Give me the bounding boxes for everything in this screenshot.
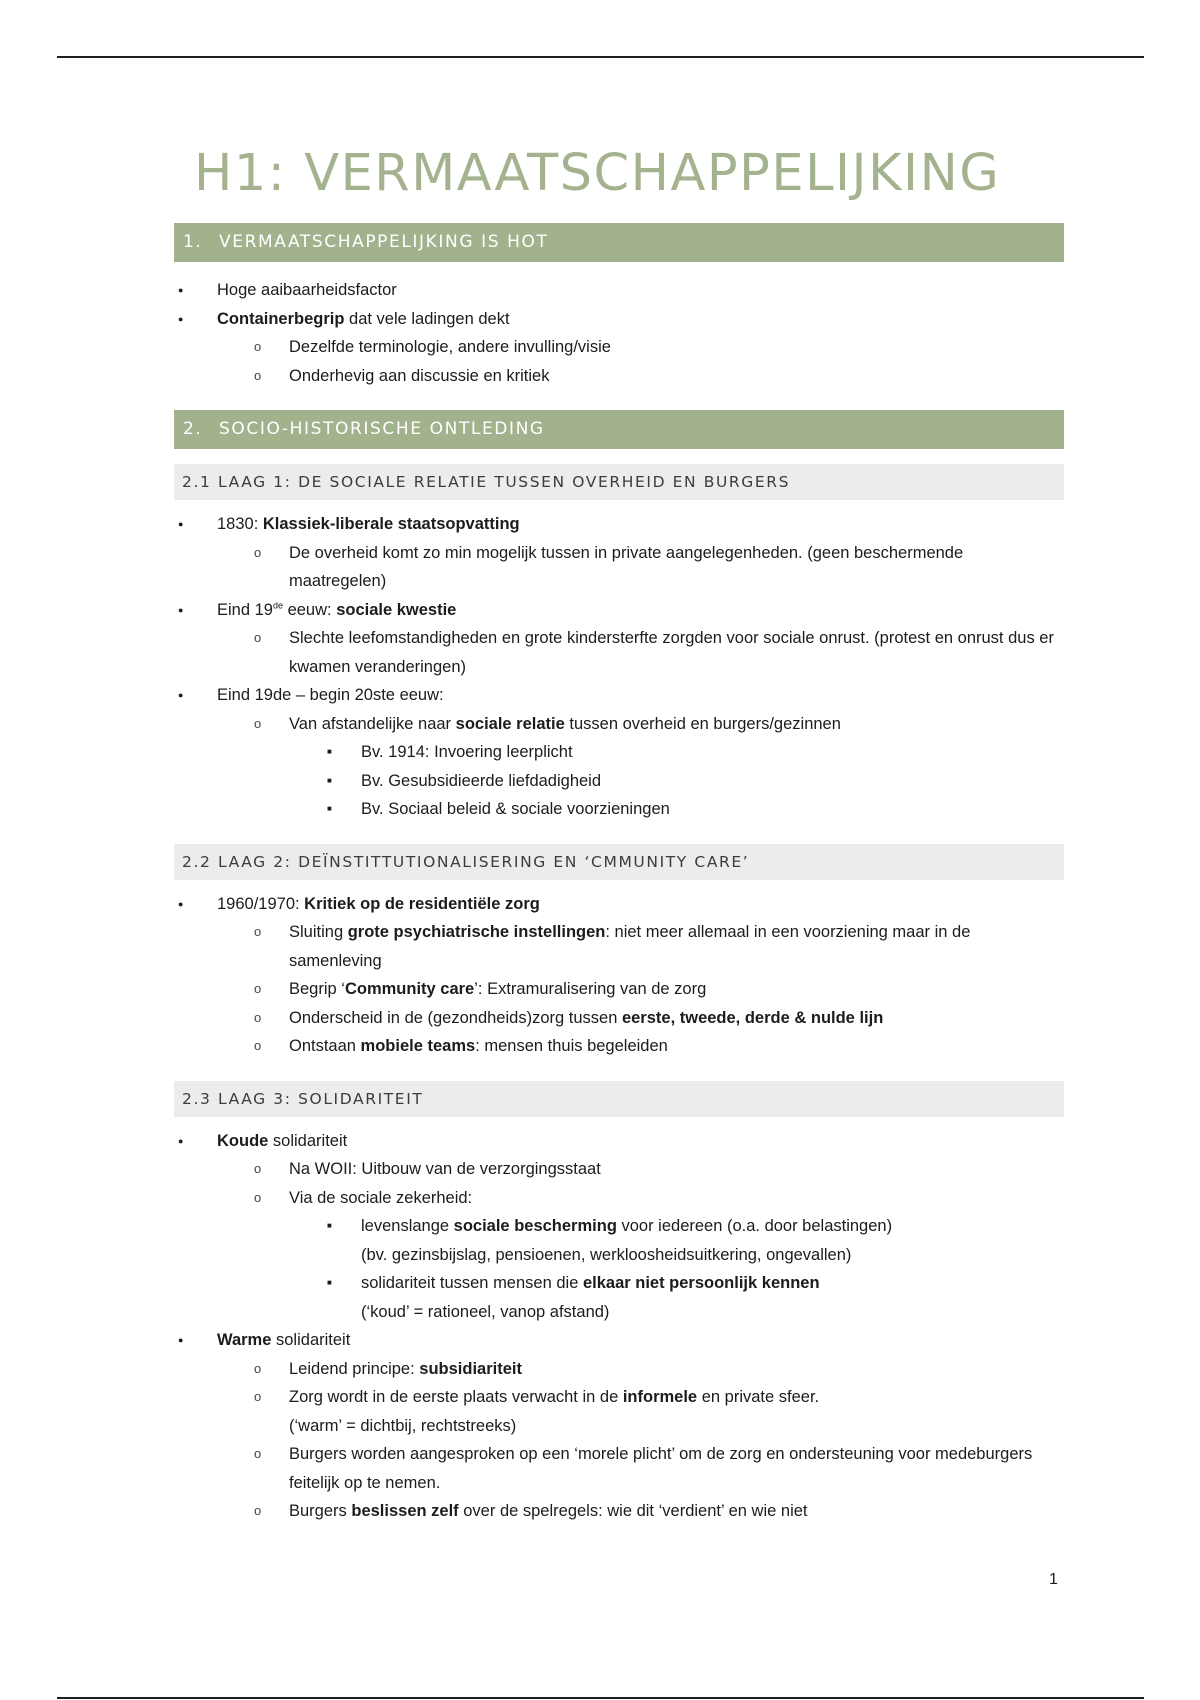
list-item: o Dezelfde terminologie, andere invulling/visie xyxy=(174,333,1064,362)
subsection-2-2-list xyxy=(174,890,1064,1061)
section-1-list xyxy=(174,276,1064,390)
list-item: o Burgers worden aangesproken op een ‘morele plicht’ om de zorg en ondersteuning voor medeburgers feitelijk op te nemen. xyxy=(174,1440,1064,1497)
list-item: ■ Bv. Gesubsidieerde liefdadigheid xyxy=(174,767,1064,796)
list-item: o Leidend principe: subsidiariteit xyxy=(174,1355,1064,1384)
list-item: ● 1830: Klassiek-liberale staatsopvatting xyxy=(174,510,1064,539)
subsection-heading-2-1: 2.1 LAAG 1: DE SOCIALE RELATIE TUSSEN OVERHEID EN BURGERS xyxy=(174,464,1064,500)
subsection-2-1-list xyxy=(174,510,1064,824)
list-item: ■ solidariteit tussen mensen die elkaar niet persoonlijk kennen (‘koud’ = rationeel, vanop afstand) xyxy=(174,1269,1064,1326)
list-item: ● Warme solidariteit xyxy=(174,1326,1064,1355)
list-item: o Sluiting grote psychiatrische instellingen: niet meer allemaal in een voorziening maar in de samenleving xyxy=(174,918,1064,975)
list-item: o Onderscheid in de (gezondheids)zorg tussen eerste, tweede, derde & nulde lijn xyxy=(174,1004,1064,1033)
subsection-2-3-list xyxy=(174,1127,1064,1526)
list-item: o Onderhevig aan discussie en kritiek xyxy=(174,362,1064,391)
list-item: ● Eind 19de – begin 20ste eeuw: xyxy=(174,681,1064,710)
list-item: ■ Bv. 1914: Invoering leerplicht xyxy=(174,738,1064,767)
page-title: H1: VERMAATSCHAPPELIJKING xyxy=(194,144,1001,203)
subsection-heading-2-3: 2.3 LAAG 3: SOLIDARITEIT xyxy=(174,1081,1064,1117)
list-item: ● 1960/1970: Kritiek op de residentiële zorg xyxy=(174,890,1064,919)
list-item: o Via de sociale zekerheid: xyxy=(174,1184,1064,1213)
document-body xyxy=(174,138,1064,1526)
list-item: o Begrip ‘Community care’: Extramuralisering van de zorg xyxy=(174,975,1064,1004)
list-item: o Ontstaan mobiele teams: mensen thuis begeleiden xyxy=(174,1032,1064,1061)
list-item: ■ levenslange sociale bescherming voor iedereen (o.a. door belastingen) (bv. gezinsbijslag, pensioenen, werkloosheidsuitkering, ongevallen) xyxy=(174,1212,1064,1269)
page-number: 1 xyxy=(1049,1571,1058,1588)
list-item: ● Koude solidariteit xyxy=(174,1127,1064,1156)
list-item: ■ Bv. Sociaal beleid & sociale voorzieningen xyxy=(174,795,1064,824)
section-heading-2: 2. SOCIO-HISTORISCHE ONTLEDING xyxy=(174,410,1064,449)
footer-rule xyxy=(57,1697,1144,1699)
list-item: ● Hoge aaibaarheidsfactor xyxy=(174,276,1064,305)
list-item: o Zorg wordt in de eerste plaats verwacht in de informele en private sfeer. (‘warm’ = dichtbij, rechtstreeks) xyxy=(174,1383,1064,1440)
list-item: o Burgers beslissen zelf over de spelregels: wie dit ‘verdient’ en wie niet xyxy=(174,1497,1064,1526)
list-item: o De overheid komt zo min mogelijk tussen in private aangelegenheden. (geen beschermende maatregelen) xyxy=(174,539,1064,596)
list-item: o Na WOII: Uitbouw van de verzorgingsstaat xyxy=(174,1155,1064,1184)
list-item: ● Containerbegrip dat vele ladingen dekt xyxy=(174,305,1064,334)
subsection-heading-2-2: 2.2 LAAG 2: DEÏNSTITTUTIONALISERING EN ‘CMMUNITY CARE’ xyxy=(174,844,1064,880)
list-item: o Slechte leefomstandigheden en grote kindersterfte zorgden voor sociale onrust. (protest en onrust dus er kwamen veranderingen) xyxy=(174,624,1064,681)
list-item: o Van afstandelijke naar sociale relatie tussen overheid en burgers/gezinnen xyxy=(174,710,1064,739)
list-item: ● Eind 19de eeuw: sociale kwestie xyxy=(174,596,1064,625)
header-rule xyxy=(57,56,1144,58)
section-heading-1: 1. VERMAATSCHAPPELIJKING IS HOT xyxy=(174,223,1064,262)
